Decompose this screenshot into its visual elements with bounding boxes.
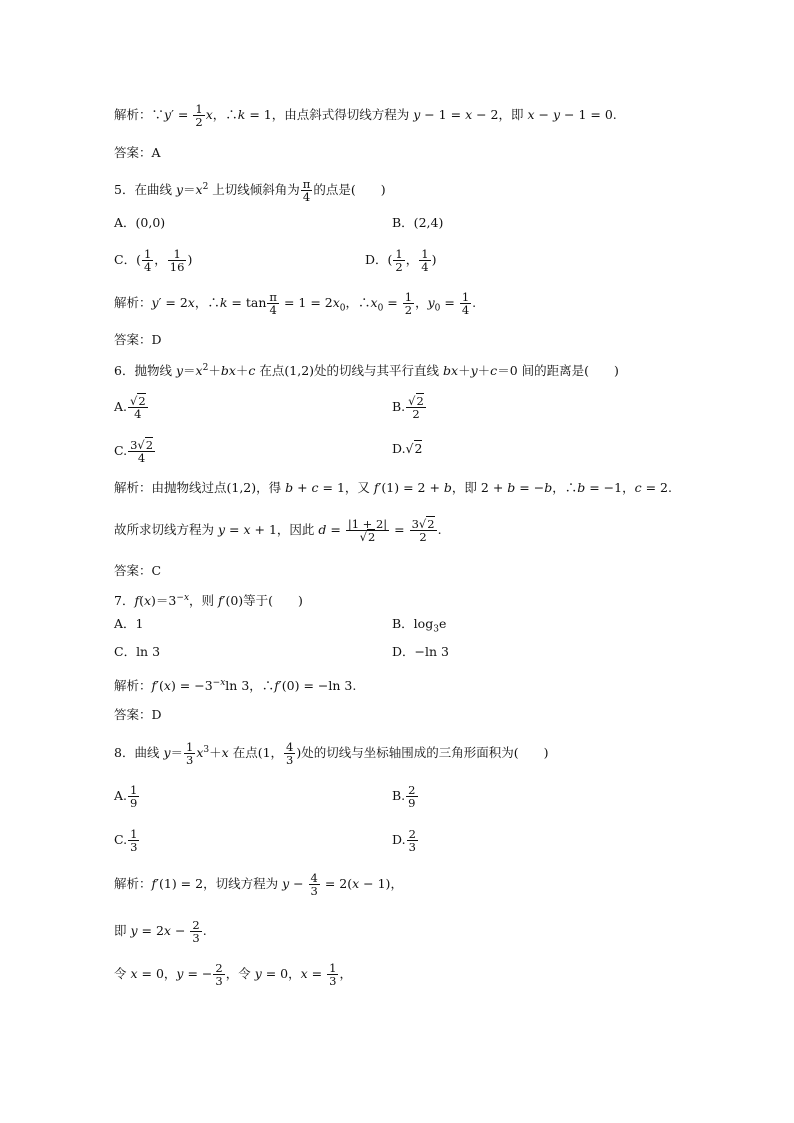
q8-option-a: A. $\frac{1}{9}$ — [114, 783, 138, 810]
q8-option-b: B. $\frac{2}{9}$ — [392, 783, 416, 810]
analysis-label: 解析： — [114, 107, 152, 122]
question-5-stem: 5．在曲线 $y=x^2$ 上切线倾斜角为 $\frac{\pi}{4}$ 的点是( ) — [114, 177, 386, 205]
q6-option-b: B. $\frac{√2}{2}$ — [392, 394, 424, 421]
q8-analysis-3: 令 x = 0，y = − $\frac{2}{3}$ ，令 y = 0，x = $\frac{1}{3}$ ， — [114, 961, 352, 988]
question-8-stem: 8．曲线 y＝ $\frac{1}{3}$ $x^3+x$ 在点(1， $\frac{4}{3}$ )处的切线与坐标轴围成的三角形面积为( ) — [114, 740, 549, 768]
q7-option-a: A．1 — [114, 616, 144, 631]
q6-analysis-2: 故所求切线方程为 y = x + 1，因此 d = $\frac{|1 + 2|}{√2}$ = $\frac{3√2}{2}$ . — [114, 517, 442, 544]
q6-option-d: D.√2 — [392, 441, 423, 456]
q5-option-d: D．( $\frac{1}{2}$ ， $\frac{1}{4}$ ) — [365, 247, 437, 274]
q6-option-c: C. $\frac{3√2}{4}$ — [114, 438, 154, 465]
question-6-stem: 6．抛物线 $y=x^2+bx+c$ 在点(1,2)处的切线与其平行直线 bx＋y＋c＝0 间的距离是( ) — [114, 363, 619, 379]
q8-option-d: D. $\frac{2}{3}$ — [392, 827, 416, 854]
q7-option-b: B．$\log_3e$ — [392, 616, 447, 635]
q5-option-a: A．(0,0) — [114, 215, 166, 230]
q6-answer: 答案：C — [114, 563, 162, 578]
q8-analysis-1: 解析：f′(1) = 2，切线方程为 y − $\frac{4}{3}$ = 2(x − 1)， — [114, 871, 403, 898]
q8-analysis-2: 即 y = 2x − $\frac{2}{3}$ . — [114, 918, 207, 945]
q7-option-d: D．−ln 3 — [392, 644, 449, 659]
q5-analysis: 解析：y′ = 2x，∴k = tan $\frac{\pi}{4}$ = $1 = 2x_0$，$\therefore x_0$ = $\frac{1}{2}$ ，$y_0$ = $\frac{1}{4}$ . — [114, 290, 477, 317]
q7-option-c: C．ln 3 — [114, 644, 161, 659]
q6-analysis-1: 解析：由抛物线过点(1,2)，得 b + c = 1，又 f′(1) = 2 + b，即 2 + b = −b，∴b = −1，c = 2. — [114, 480, 672, 495]
q8-option-c: C. $\frac{1}{3}$ — [114, 827, 138, 854]
answer-4: 答案：A — [114, 145, 161, 160]
q5-option-b: B．(2,4) — [392, 215, 444, 230]
analysis-4: 解析：∵y′ = $\frac{1}{2}$ x，∴k = 1，由点斜式得切线方程为 y − 1 = x − 2，即 x − y − 1 = 0. — [114, 102, 617, 129]
q6-option-a: A. $\frac{√2}{4}$ — [114, 394, 146, 421]
q7-analysis: 解析：$f'(x) = -3^{-x}\ln$ 3，∴f′(0) = −ln 3. — [114, 678, 357, 694]
q5-option-c: C．( $\frac{1}{4}$ ， $\frac{1}{16}$ ) — [114, 247, 193, 274]
question-7-stem: 7．$f(x)=3^{-x}$，则 f′(0)等于( ) — [114, 593, 303, 609]
q5-answer: 答案：D — [114, 332, 162, 347]
q7-answer: 答案：D — [114, 707, 162, 722]
